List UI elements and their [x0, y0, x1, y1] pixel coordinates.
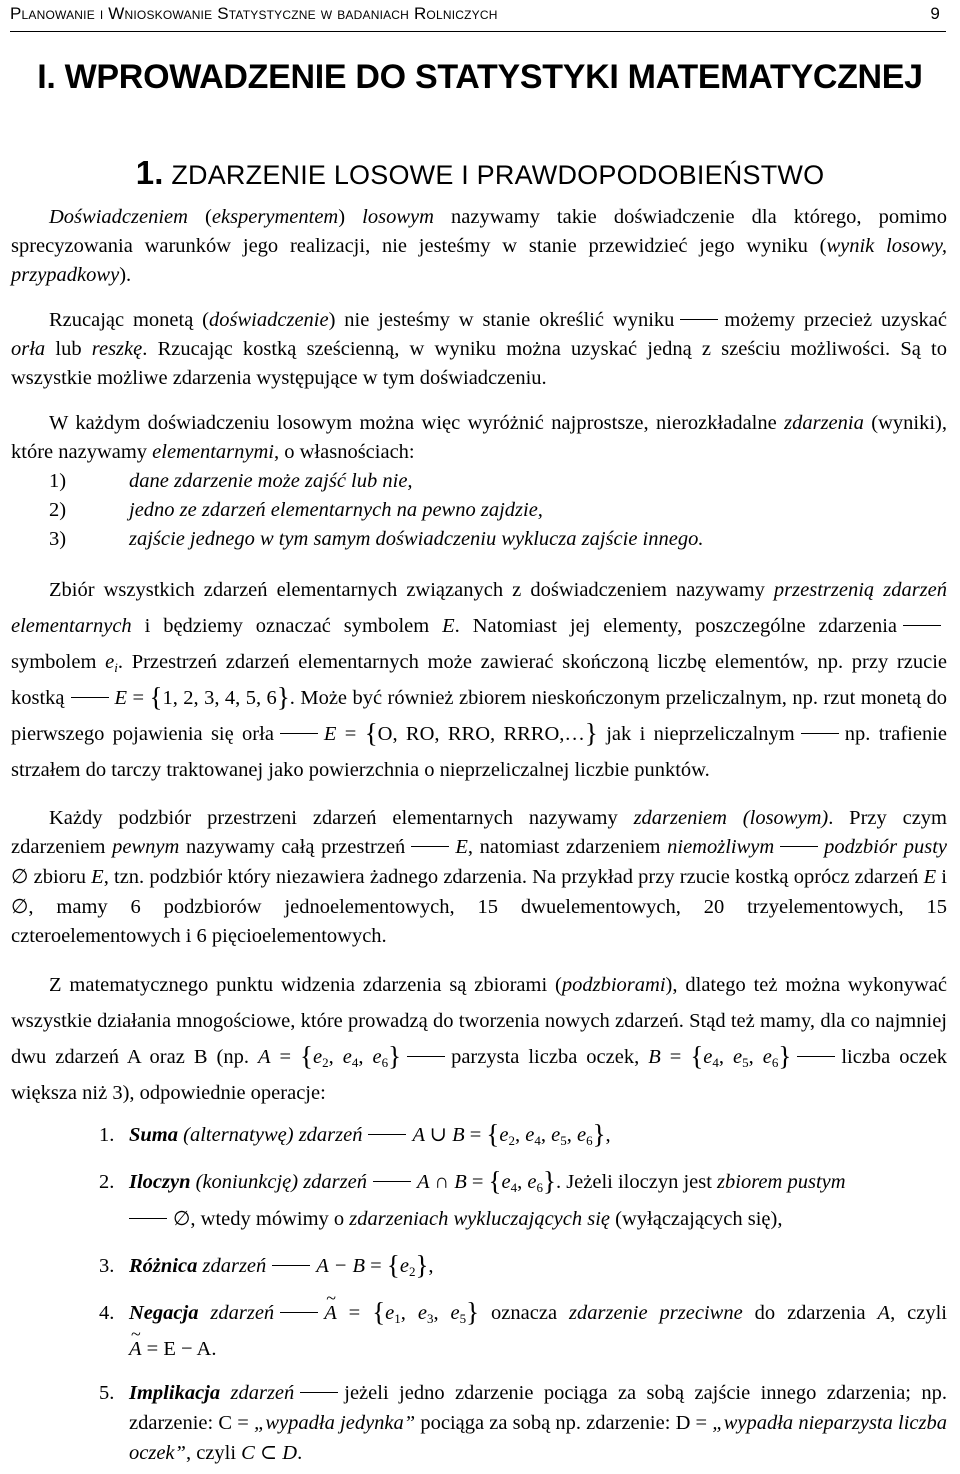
paragraph-coin-die-example: Rzucając monetą (doświadczenie) nie jesteśmy w stanie określić wyniku możemy przecież uzyskać orła lub reszkę. Rzucając kostką sześcienną, w wyniku można uzyskać jedną z sześciu możliwości. Są to wszystkie możliwe zdarzenia występujące w tym doświadczeniu.: [11, 309, 947, 389]
paragraph-definition-experiment: Doświadczeniem (eksperymentem) losowym nazywamy takie doświadczenie dla którego, pomimo sprecyzowania warunków jego realizacji, nie jesteśmy w stanie przewidzieć jego wyniku (wynik losowy, przypadkowy).: [11, 206, 947, 286]
set-b: $B = \{e_4$, $e_5$, $e_6$}: [648, 1041, 792, 1071]
running-header-title: Planowanie i Wnioskowanie Statystyczne w badaniach Rolniczych: [10, 4, 498, 23]
paragraph-sample-space: Zbiór wszystkich zdarzeń elementarnych związanych z doświadczeniem nazywamy przestrzenią zdarzeń elementarnych i będziemy oznaczać symbolem E. Natomiast jej elementy, poszczególne zdarzeniasymbolem $e_i$. Przestrzeń zdarzeń elementarnych może zawierać skończoną liczbę elementów, np. przy rzucie kostką E = {1, 2, 3, 4, 5, 6}. Może być również zbiorem nieskończonym przeliczalnym, np. rzut monetą do pierwszego pojawienia się orła E = {O, RO, RRO, RRRO,…} jak i nieprzeliczalnym np. trafienie strzałem do tarczy traktowanej jako powierzchnia o nieprzeliczalnej liczbie punktów.: [11, 579, 948, 781]
properties-list: [11, 467, 947, 554]
paragraph-random-event: Każdy podzbiór przestrzeni zdarzeń elementarnych nazywamy zdarzeniem (losowym). Przy czym zdarzeniem pewnym nazywamy całą przestrzeń E, natomiast zdarzeniem niemożliwym podzbiór pusty ∅ zbioru E, tzn. podzbiór który niezawiera żadnego zdarzenia. Na przykład przy rzucie kostką oprócz zdarzeń E i ∅, mamy 6 podzbiorów jednoelementowych, 15 dwuelementowych, 20 trzyelementowych, 15 czteroelementowych i 6 pięcioelementowych.: [11, 807, 948, 947]
list-item: 1) dane zdarzenie może zajść lub nie,: [49, 470, 413, 492]
list-item: 3. Różnica zdarzeń $A - B = \{e_2\}$,: [99, 1250, 434, 1280]
body-text: [11, 203, 947, 1474]
section-title: ZDARZENIE LOSOWE I PRAWDOPODOBIEŃSTWO: [171, 160, 825, 190]
empty-set-symbol: ∅: [11, 864, 29, 888]
paragraph-elementary-events: W każdym doświadczeniu losowym można więc wyróżnić najprostsze, nierozkładalne zdarzenia (wyniki), które nazywamy elementarnymi, o własnościach:: [11, 412, 947, 463]
section-number: 1.: [135, 154, 164, 191]
running-header: [10, 3, 946, 32]
set-coin: E = {O, RO, RRO, RRRO,…}: [323, 718, 598, 748]
list-item: 1. Suma (alternatywę) zdarzeń A ∪ $B = \{e_2$, $e_4$, $e_5$, $e_6$},: [99, 1119, 611, 1149]
em-dash: [680, 319, 718, 320]
list-item: 2. Iloczyn (koniunkcję) zdarzeń A ∩ $B = \{e_4$, $e_6$}. Jeżeli iloczyn jest zbiorem pustym ∅, wtedy mówimy o zdarzeniach wykluczających się (wyłączających się),: [99, 1166, 846, 1230]
set-die: E = {1, 2, 3, 4, 5, 6}: [114, 682, 290, 712]
list-item: 5. Implikacja zdarzeń jeżeli jedno zdarzenie pociąga za sobą zajście innego zdarzenia; np. zdarzenie: C = „wypadła jedynka” pociąga za sobą np. zdarzenie: D = „wypadła nieparzysta liczba oczek”, czyli C ⊂ D.: [99, 1382, 948, 1464]
set-a: $A = \{e_2$, $e_4$, $e_6$}: [257, 1041, 402, 1071]
list-item: 4. Negacja zdarzeń~ $A = \{e_1$, $e_3$, $e_5$} oznacza zdarzenie przeciwne do zdarzenia A, czyli ~ A = E − A.: [11, 1295, 947, 1367]
operations-list: [11, 1117, 947, 1468]
page-number: 9: [930, 4, 940, 23]
list-item: 3) zajście jednego w tym samym doświadczeniu wyklucza zajście innego.: [49, 528, 704, 550]
list-item: 2) jedno ze zdarzeń elementarnych na pewno zajdzie,: [49, 499, 543, 521]
section-heading: [0, 154, 960, 192]
paragraph-set-operations: Z matematycznego punktu widzenia zdarzenia są zbiorami (podzbiorami), dlatego też można wykonywać wszystkie działania mnogościowe, które prowadzą do tworzenia nowych zdarzeń. Stąd też mamy, dla co najmniej dwu zdarzeń A oraz B (np. $A = \{e_2$, $e_4$, $e_6$} parzysta liczba oczek, $B = \{e_4$, $e_5$, $e_6$} liczba oczek większa niż 3), odpowiednie operacje:: [11, 974, 948, 1104]
chapter-title: I. WPROWADZENIE DO STATYSTYKI MATEMATYCZNEJ: [37, 58, 923, 96]
